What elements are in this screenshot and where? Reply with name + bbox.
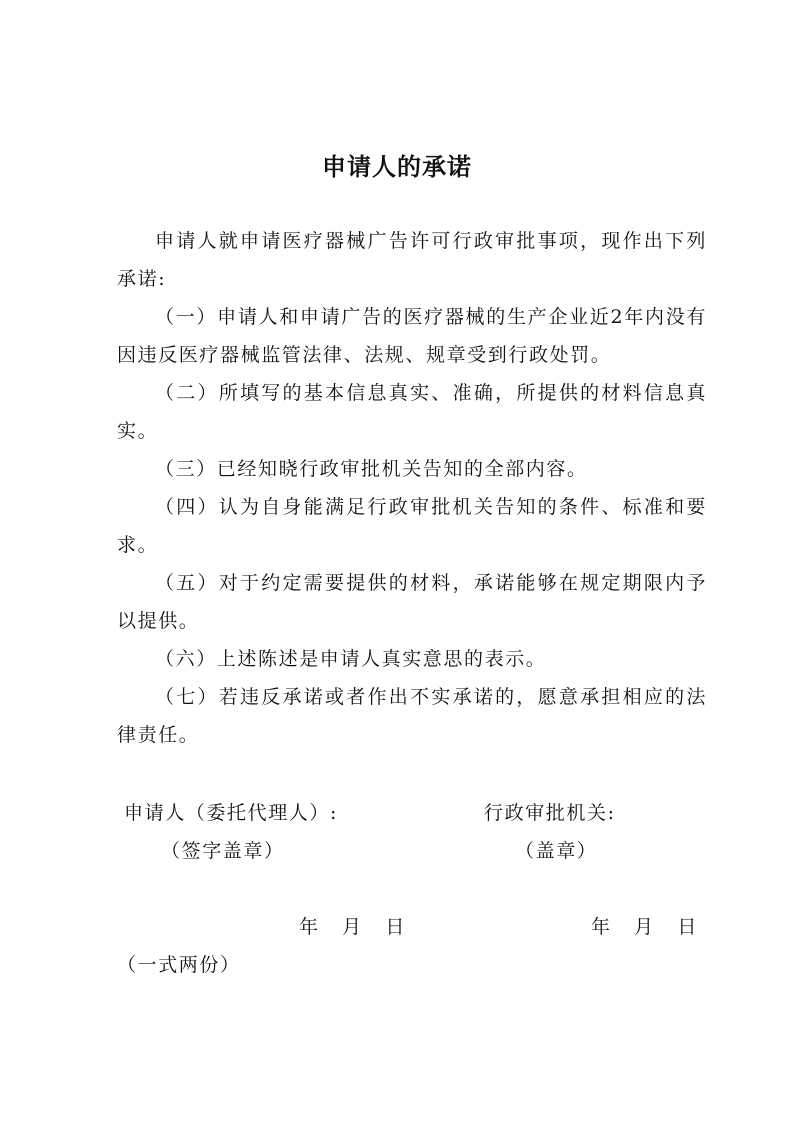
applicant-sign-note: （签字盖章） — [161, 840, 285, 862]
intro-paragraph: 申请人就申请医疗器械广告许可行政审批事项，现作出下列承诺: — [117, 230, 707, 290]
applicant-label: 申请人（委托代理人）: — [124, 802, 339, 824]
authority-date: 年 月 日 — [591, 916, 697, 938]
applicant-date: 年 月 日 — [299, 916, 405, 938]
copies-note: （一式两份） — [117, 954, 241, 976]
commitment-item-2: （二）所填写的基本信息真实、准确，所提供的材料信息真实。 — [117, 382, 707, 442]
commitment-item-4: （四）认为自身能满足行政审批机关告知的条件、标准和要求。 — [117, 496, 707, 556]
commitment-item-1: （一）申请人和申请广告的医疗器械的生产企业近2年内没有因违反医疗器械监管法律、法规、规章受到行政处罚。 — [117, 306, 707, 366]
page-title: 申请人的承诺 — [322, 152, 472, 181]
authority-seal-note: （盖章） — [515, 840, 598, 862]
authority-label: 行政审批机关: — [484, 802, 616, 824]
commitment-item-7: （七）若违反承诺或者作出不实承诺的，愿意承担相应的法律责任。 — [117, 686, 707, 746]
commitment-item-5: （五）对于约定需要提供的材料，承诺能够在规定期限内予以提供。 — [117, 572, 707, 632]
commitment-item-6: （六）上述陈述是申请人真实意思的表示。 — [155, 648, 547, 670]
commitment-item-3: （三）已经知晓行政审批机关告知的全部内容。 — [155, 458, 588, 480]
